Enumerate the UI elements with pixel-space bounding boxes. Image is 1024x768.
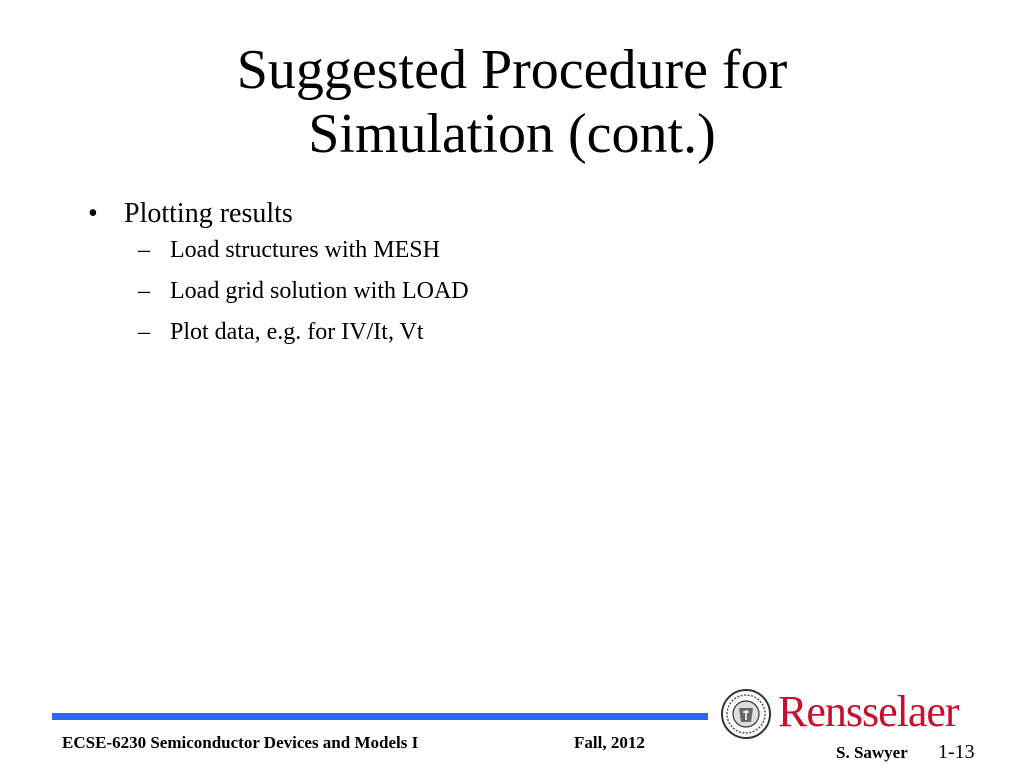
sub-bullet-item <box>88 277 968 305</box>
footer-divider <box>52 713 708 720</box>
footer-course-name: ECSE-6230 Semiconductor Devices and Models I <box>62 733 419 752</box>
slide-title <box>0 38 1024 166</box>
university-seal-icon <box>720 688 772 740</box>
sub-bullet-text: Load structures with MESH <box>170 237 440 263</box>
slide-title-line-2: Simulation (cont.) <box>308 103 716 165</box>
dash-marker: – <box>138 237 150 263</box>
sub-bullet-text: Load grid solution with LOAD <box>170 278 469 304</box>
footer-term: Fall, 2012 <box>574 733 645 752</box>
sub-bullet-text: Plot data, e.g. for IV/It, Vt <box>170 319 424 345</box>
sub-bullet-list <box>88 236 968 346</box>
slide-number: 1-13 <box>938 741 975 763</box>
dash-marker: – <box>138 319 150 345</box>
dash-marker: – <box>138 278 150 304</box>
bullet-text: Plotting results <box>124 198 293 229</box>
sub-bullet-item <box>88 236 968 264</box>
slide-content <box>88 196 968 359</box>
slide-title-line-1: Suggested Procedure for <box>236 39 788 101</box>
sub-bullet-item <box>88 318 968 346</box>
bullet-item <box>88 196 968 232</box>
bullet-marker: • <box>88 198 98 229</box>
rensselaer-wordmark: Rensselaer <box>778 687 959 736</box>
footer-author: S. Sawyer <box>836 743 908 762</box>
